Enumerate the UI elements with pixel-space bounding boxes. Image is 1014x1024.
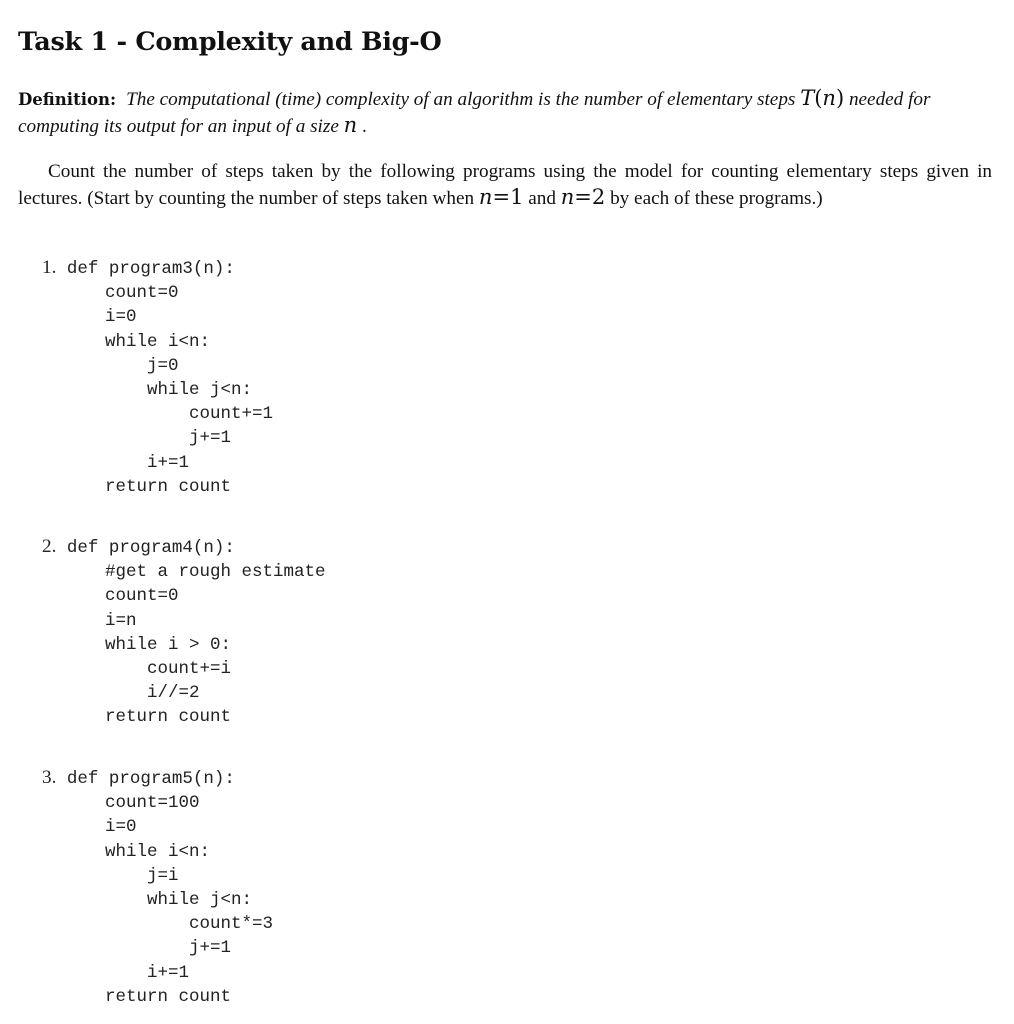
- code-line: count=0: [42, 283, 179, 304]
- list-number: 2.: [42, 536, 57, 557]
- math-n-1: n: [478, 184, 493, 209]
- code-line: return count: [42, 476, 232, 497]
- list-number: 3.: [42, 767, 57, 788]
- definition-text-1: The computational (time) complexity of an algorithm is the number of elementary steps: [126, 89, 796, 110]
- code-line: j+=1: [42, 938, 232, 959]
- equals-1: =: [492, 184, 511, 209]
- code-line: count+=i: [42, 659, 232, 680]
- code-line: while i<n:: [42, 331, 211, 352]
- code-line: i+=1: [42, 452, 190, 473]
- code-line: i=0: [42, 307, 137, 328]
- code-line: i=0: [42, 817, 137, 838]
- instructions-paragraph: [18, 160, 992, 211]
- code-line: count+=1: [42, 404, 274, 425]
- code-line: while i<n:: [42, 841, 211, 862]
- program-4-listing: [42, 535, 326, 730]
- math-n-arg: n: [822, 86, 836, 110]
- code-line: def program4(n):: [66, 538, 235, 558]
- code-line: #get a rough estimate: [42, 562, 326, 583]
- value-one: 1: [510, 184, 524, 209]
- math-n-2: n: [560, 184, 575, 209]
- instructions-text-1: Count the number of steps taken by the following programs using the model for counting elementary steps given in lectures. (Start by counting the number of steps taken when: [18, 161, 992, 209]
- code-line: count=0: [42, 586, 179, 607]
- instructions-text-2: by each of these programs.): [610, 187, 823, 209]
- code-line: j=i: [42, 865, 179, 886]
- and-word: and: [528, 187, 556, 209]
- equals-2: =: [574, 184, 592, 209]
- code-line: i=n: [42, 610, 137, 631]
- code-line: while i > 0:: [42, 634, 232, 655]
- program-3-listing: [42, 256, 273, 499]
- math-T: T: [800, 86, 815, 110]
- code-line: j=0: [42, 355, 179, 376]
- code-line: while j<n:: [42, 380, 253, 401]
- code-line: def program5(n):: [66, 769, 235, 789]
- code-line: i//=2: [42, 683, 200, 704]
- code-line: return count: [42, 707, 232, 728]
- page-title: Task 1 - Complexity and Big-O: [18, 27, 442, 57]
- definition-period: .: [362, 115, 367, 137]
- code-line: def program3(n):: [66, 259, 235, 279]
- value-two: 2: [591, 184, 606, 209]
- math-n: n: [343, 112, 358, 137]
- definition-text-2: needed for computing its output for an input of a size: [18, 89, 931, 137]
- code-line: j+=1: [42, 428, 232, 449]
- code-line: count*=3: [42, 914, 274, 935]
- definition-paragraph: Definition: The computational (time) complexity of an algorithm is the number of elementary steps T(n) needed for computing its output for an input of a size n .: [18, 86, 931, 137]
- code-line: i+=1: [42, 962, 190, 983]
- definition-label: Definition:: [18, 90, 117, 109]
- list-number: 1.: [42, 257, 57, 278]
- code-line: while j<n:: [42, 890, 253, 911]
- code-line: return count: [42, 986, 232, 1007]
- code-line: count=100: [42, 793, 200, 814]
- program-5-listing: [42, 766, 273, 1009]
